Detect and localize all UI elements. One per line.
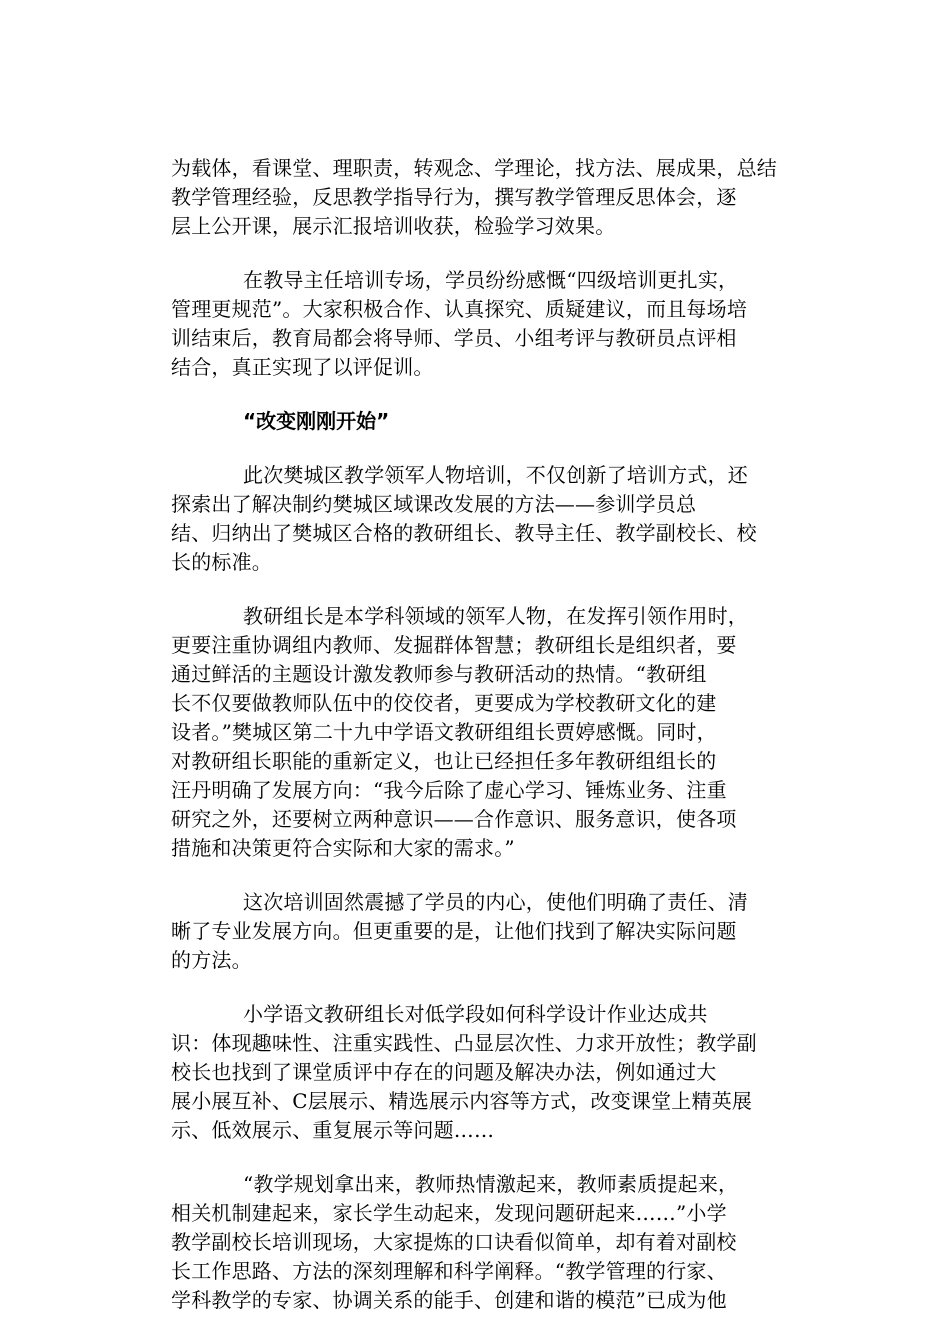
paragraph-4: 教研组长是本学科领域的领军人物，在发挥引领作用时， 更要注重协调组内教师、发掘群体智慧；教研组长是组织者，要 通过鲜活的主题设计激发教师参与教研活动的热情。“教研组 长不仅要做教师队伍中的佼佼者，更要成为学校教研文化的建 设者。”樊城区第二十九中学语文教研组组长贾婷感慨。同时， 对教研组长职能的重新定义，也让已经担任多年教研组组长的 汪丹明确了发展方向：“我今后除了虚心学习、锤炼业务、注重 研究之外，还要树立两种意识——合作意识、服务意识，使各项 措施和决策更符合实际和大家的需求。” [171, 604, 748, 860]
paragraph-6: 小学语文教研组长对低学段如何科学设计作业达成共 识：体现趣味性、注重实践性、凸显层次性、力求开放性；教学副 校长也找到了课堂质评中存在的问题及解决办法，例如通过大 展小展互补、C层展示、精选展示内容等方式，改变课堂上精英展 示、低效展示、重复展示等问题…… [171, 1002, 757, 1142]
paragraph-2: 在教导主任培训专场，学员纷纷感慨“四级培训更扎实， 管理更规范”。大家积极合作、认真探究、质疑建议，而且每场培 训结束后，教育局都会将导师、学员、小组考评与教研员点评相 结合，真正实现了以评促训。 [171, 268, 748, 379]
section-heading: “改变刚刚开始” [243, 409, 390, 433]
document-page [171, 154, 783, 1315]
paragraph-7: “教学规划拿出来，教师热情激起来，教师素质提起来， 相关机制建起来，家长学生动起来，发现问题研起来……”小学 教学副校长培训现场，大家提炼的口诀看似简单，却有着对副校 长工作思路、方法的深刻理解和科学阐释。“教学管理的行家、 学科教学的专家、协调关系的能手、创建和谐的模范”已成为他 [171, 1172, 739, 1312]
paragraph-5: 这次培训固然震撼了学员的内心，使他们明确了责任、清 晰了专业发展方向。但更重要的是，让他们找到了解决实际问题 的方法。 [171, 890, 748, 972]
paragraph-1: 为载体，看课堂、理职责，转观念、学理论，找方法、展成果，总结 教学管理经验，反思教学指导行为，撰写教学管理反思体会，逐 层上公开课，展示汇报培训收获，检验学习效果。 [171, 156, 777, 238]
paragraph-3: 此次樊城区教学领军人物培训，不仅创新了培训方式，还 探索出了解决制约樊城区域课改发展的方法——参训学员总 结、归纳出了樊城区合格的教研组长、教导主任、教学副校长、校 长的标准。 [171, 463, 757, 574]
